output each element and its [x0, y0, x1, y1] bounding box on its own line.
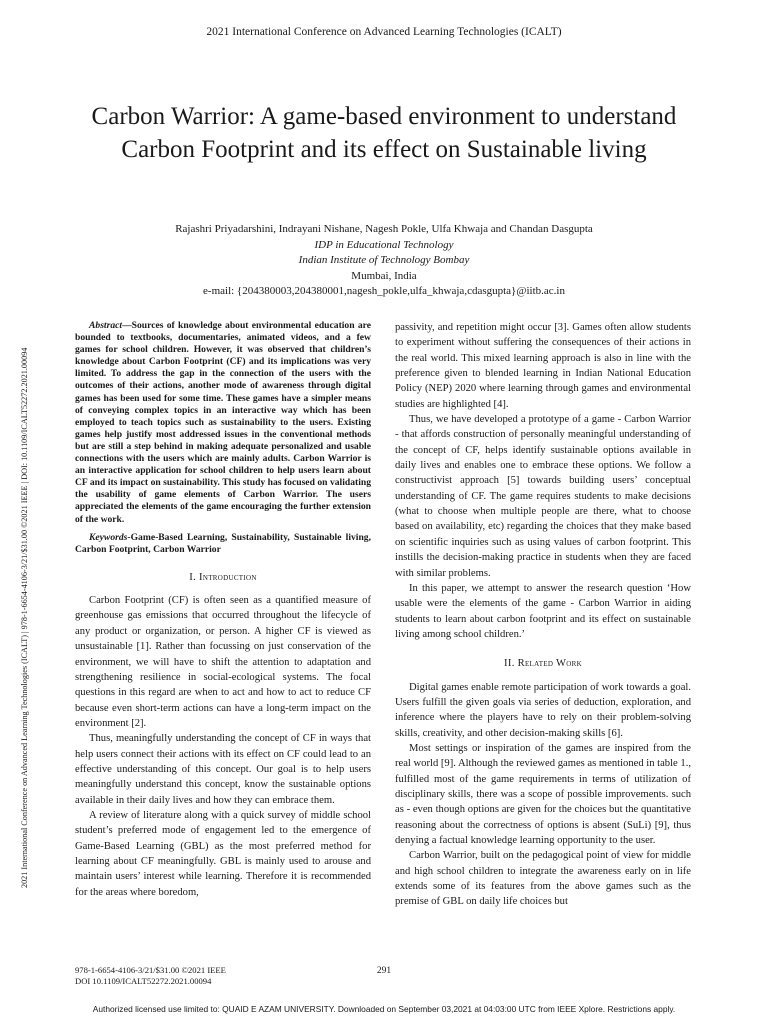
side-doi-text — [20, 168, 30, 888]
page-number: 291 — [376, 966, 392, 976]
footer-doi: DOI 10.1109/ICALT52272.2021.00094 — [75, 976, 212, 986]
authorized-use-notice: Authorized licensed use limited to: QUAID E AZAM UNIVERSITY. Downloaded on September 03,2021 at 04:03:00 UTC from IEEE Xplore. Restrictions apply. — [92, 1004, 676, 1014]
author-email: e-mail: {204380003,204380001,nagesh_pokle,ulfa_khwaja,cdasgupta}@iitb.ac.in — [203, 285, 565, 298]
section-heading-introduction: I. Introduction — [189, 571, 257, 583]
footer-isbn: 978-1-6654-4106-3/21/$31.00 ©2021 IEEE — [75, 965, 226, 975]
left-column — [75, 320, 371, 900]
conference-header: 2021 International Conference on Advanced Learning Technologies (ICALT) — [206, 26, 562, 38]
related-paragraph: Most settings or inspiration of the games are inspired from the real world [9]. Although the reviewed games as mentioned in table 1., fulfilled most of the game requirements in terms of utilization of disciplinary skills, there was a scope of possible improvements. such as - even though options are given for the choices but the quantitative reasoning about the correctness of options is absent (SuLi) [9], thus denying a factual knowledge learning opportunity to the user. — [395, 742, 691, 846]
keywords-text: -Game-Based Learning, Sustainability, Sustainable living, Carbon Footprint, Carbon Warrior — [75, 531, 371, 555]
author-block — [84, 222, 684, 300]
intro-paragraph: passivity, and repetition might occur [3]. Games often allow students to experiment without suffering the consequences of their actions in the real world. This mixed learning approach is also in line with the preference given to blended learning in Indian National Education Policy (NEP) 2020 where learning through games and environmental studies are highlighted [4]. — [395, 322, 691, 410]
abstract — [75, 320, 371, 526]
abstract-lead: Abstract — [89, 320, 123, 331]
intro-paragraph: In this paper, we attempt to answer the research question ‘How usable were the elements of the game - Carbon Warrior in aiding students to learn about carbon footprint and its effect on sustainable living among school children.’ — [395, 582, 691, 640]
author-names: Rajashri Priyadarshini, Indrayani Nishane, Nagesh Pokle, Ulfa Khwaja and Chandan Dasgupta — [175, 223, 593, 235]
related-paragraph: Carbon Warrior, built on the pedagogical point of view for middle and high school children to integrate the awareness early on in life extends some of its features from the above games such as the premise of GBL on daily life choices but — [395, 850, 691, 908]
keywords — [75, 532, 371, 556]
side-doi-label: 2021 International Conference on Advanced Learning Technologies (ICALT) | 978-1-6654-4106-3/21/$31.00 ©2021 IEEE | DOI: 10.1109/ICALT52272.2021.00094 — [20, 347, 29, 888]
section-heading-related-work: II. Related Work — [504, 658, 582, 670]
author-dept: IDP in Educational Technology — [314, 238, 454, 251]
paper-title: Carbon Warrior: A game-based environment to understand Carbon Footprint and its effect on Sustainable living — [91, 103, 677, 163]
abstract-text: —Sources of knowledge about environmental education are bounded to textbooks, documentaries, animated videos, and a few games for school children. However, it was observed that children’s knowledge about Carbon Footprint (CF) and its implications was very limited. To address the gap in the connection of the users with the outcomes of their actions, another mode of awareness through digital games has been used for some time. These games have a simpler means of conveying complex topics in an interactive way which has been employed to teach topics such as sustainability to the users. Existing games help justify most addressed issues in the conventional methods but are still a step behind in making adequate personalized and usable connections with the users which are mainly adults. Carbon Warrior is an interactive application for school children to help users learn about CF and its impact on sustainability. This study has focused on validating the usability of game elements of Carbon Warrior. The users appreciated the elements of the game encouraging the further extension of the work. — [75, 320, 371, 525]
intro-paragraph: A review of literature along with a quick survey of middle school student’s preferred mode of engagement led to the emergence of Game-Based Learning (GBL) as the most preferred method for learning about CF meaningfully. GBL is mainly used to arouse and maintain users’ interest while learning. Therefore it is recommended for the areas where boredom, — [75, 809, 371, 898]
right-column — [395, 320, 691, 910]
intro-paragraph: Thus, meaningfully understanding the concept of CF in ways that help users connect their actions with its effect on CF could lead to an effective understanding of this concept. Our goal is to help users meaningfully understand this concept, know the sustainable options available in their daily lives and how they can embrace them. — [75, 733, 371, 806]
related-paragraph: Digital games enable remote participation of work towards a goal. Users fulfill the given goals via series of deduction, exploration, and inference where the players have to rely on their problem-solving skills, creativity, and other decision-making skills [6]. — [395, 681, 691, 739]
author-institute: Indian Institute of Technology Bombay — [298, 254, 470, 267]
intro-paragraph: Carbon Footprint (CF) is often seen as a quantified measure of greenhouse gas emissions that occurred throughout the lifecycle of any product or organization, or person. A higher CF is viewed as unsustainable [1]. Rather than focussing on just conservation of the environment, we will have to shift the attention to adaptation and strengthening resilience in social-ecological systems. The focal questions in this regard are when to act and how to act to reduce CF because even short-term actions can have a long-term impact on the environment [2]. — [75, 595, 371, 729]
author-location: Mumbai, India — [351, 269, 417, 282]
intro-paragraph: Thus, we have developed a prototype of a game - Carbon Warrior - that affords construction of personally meaningful understanding of the concept of CF, helps identify sustainable options available in daily lives and enables one to embrace these options. We follow a constructivist approach [5] towards building users’ conceptual understanding of CF. The game requires students to make decisions (what to choose when multiple people are there, what to choose based on availability, etc) regarding the choices that they make based on scientific inquiries such as using values of carbon footprint. This instills the decision-making practice in students when they are faced with similar problems. — [395, 414, 691, 579]
keywords-lead: Keywords — [89, 531, 128, 543]
